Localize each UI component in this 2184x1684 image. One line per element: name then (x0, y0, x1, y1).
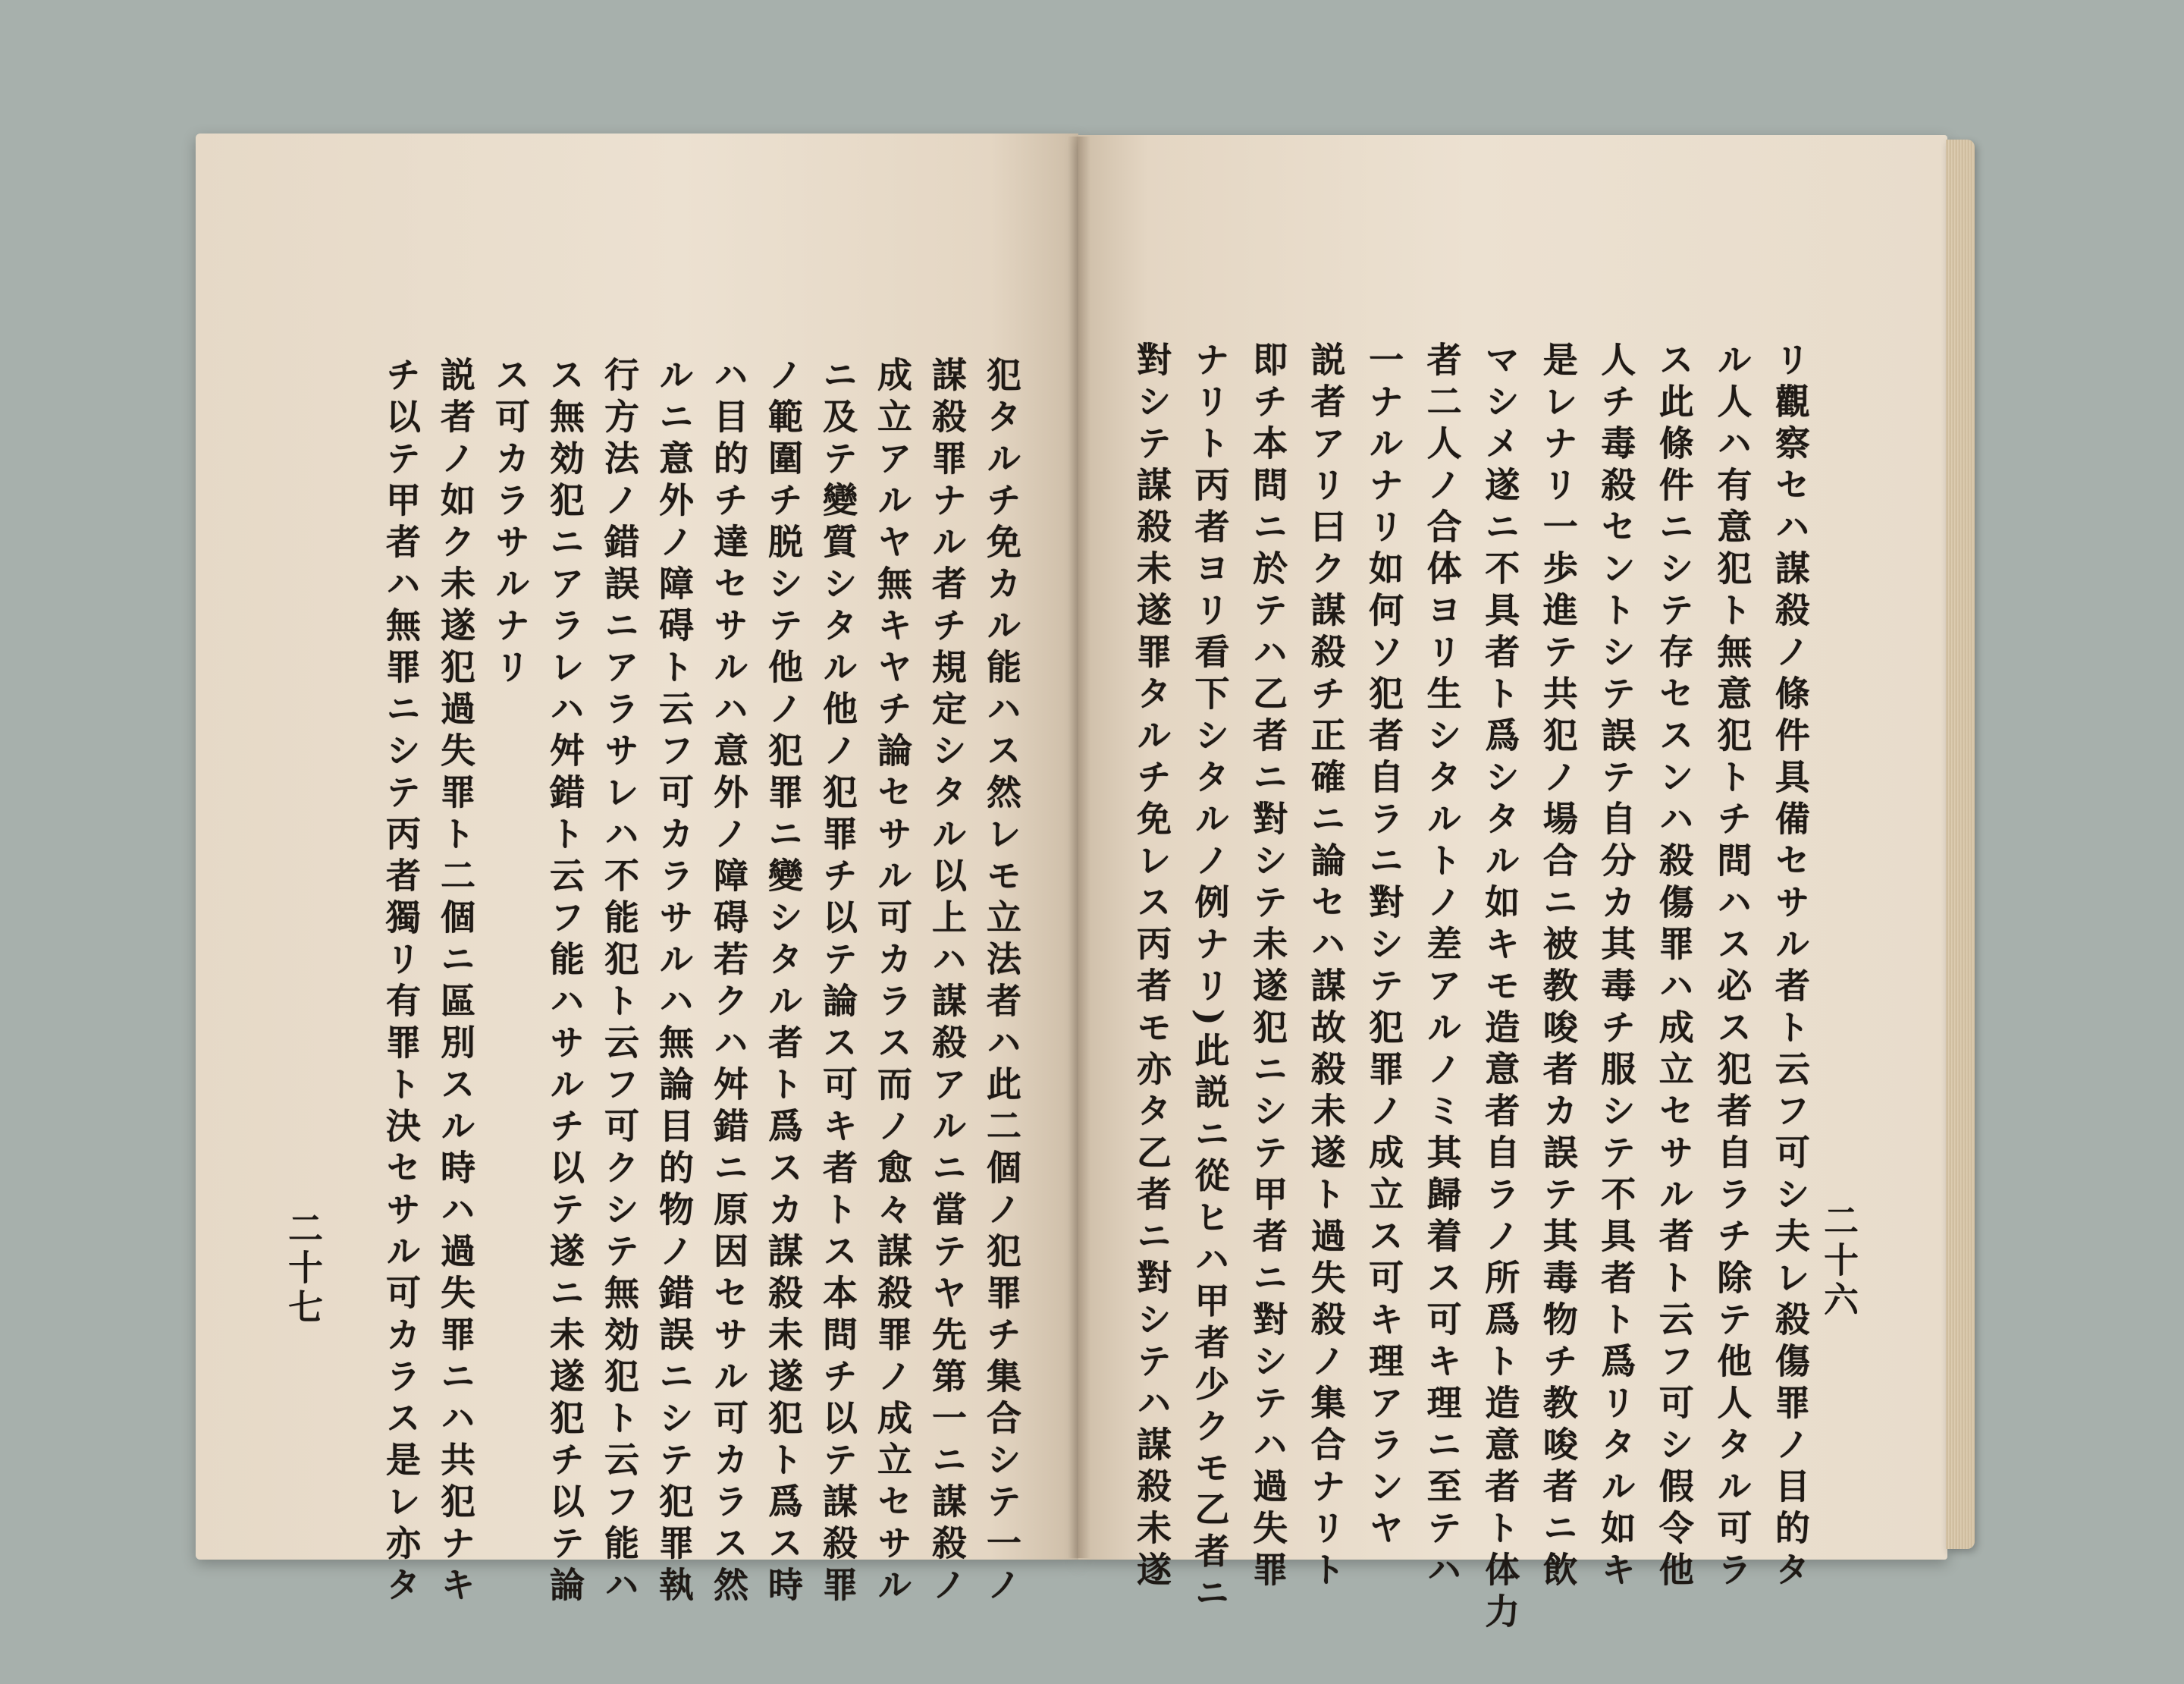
text-column: ノ範圍チ脱シテ他ノ犯罪ニ變シタル者ト爲スカ謀殺未遂犯ト爲ス時 (763, 357, 804, 1608)
text-column: ナリト丙者ヨリ看下シタルノ例ナリ)此説ニ從ヒハ甲者少クモ乙者ニ (1189, 341, 1231, 1616)
text-column: ハ目的チ達セサルハ意外ノ障碍若クハ舛錯ニ原因セサル可カラス然 (708, 357, 749, 1608)
text-column: チ以テ甲者ハ無罪ニシテ丙者獨リ有罪ト決セサル可カラス是レ亦タ (381, 357, 422, 1608)
text-column: 是レナリ一歩進テ共犯ノ場合ニ被教唆者カ誤テ其毒物チ教唆者ニ飲 (1537, 341, 1579, 1593)
page-number-right: 二十六 (1818, 1202, 1859, 1321)
text-column: マシメ遂ニ不具者ト爲シタル如キモ造意者自ラノ所爲ト造意者ト体力 (1480, 341, 1521, 1635)
text-column: ス此條件ニシテ存セスンハ殺傷罪ハ成立セサル者ト云フ可シ假令他 (1653, 341, 1695, 1593)
text-column: 犯タルチ免カル能ハス然レモ立法者ハ此二個ノ犯罪チ集合シテ一ノ (981, 357, 1022, 1608)
text-column: ス無効犯ニアラレハ舛錯ト云フ能ハサルチ以テ遂ニ未遂犯チ以テ論 (544, 357, 585, 1608)
text-column: ニ及テ變質シタル他ノ犯罪チ以テ論ス可キ者トス本問チ以テ謀殺罪 (817, 357, 858, 1608)
text-column: 人チ毒殺セントシテ誤テ自分カ其毒チ服シテ不具者ト爲リタル如キ (1596, 341, 1637, 1593)
text-column: ル人ハ有意犯ト無意犯トチ問ハス必ス犯者自ラチ除テ他人タル可ラ (1712, 341, 1753, 1593)
text-column: 一ナルナリ如何ソ犯者自ラニ對シテ犯罪ノ成立ス可キ理アランヤ (1363, 341, 1405, 1551)
text-column: 即チ本問ニ於テハ乙者ニ對シテ未遂犯ニシテ甲者ニ對シテハ過失罪 (1247, 341, 1289, 1593)
text-column: 説者ノ如ク未遂犯過失罪ト二個ニ區別スル時ハ過失罪ニハ共犯ナキ (435, 357, 476, 1608)
text-column: 説者アリ曰ク謀殺チ正確ニ論セハ謀故殺未遂ト過失殺ノ集合ナリト (1305, 341, 1347, 1593)
text-column: ス可カラサルナリ (490, 357, 531, 690)
text-column: 者二人ノ合体ヨリ生シタルトノ差アルノミ其歸着ス可キ理ニ至テハ (1421, 341, 1463, 1593)
text-column: ルニ意外ノ障碍ト云フ可カラサルハ無論目的物ノ錯誤ニシテ犯罪執 (654, 357, 695, 1608)
page-edges (1946, 140, 1975, 1549)
text-column: 對シテ謀殺未遂罪タルチ免レス丙者モ亦タ乙者ニ對シテハ謀殺未遂 (1131, 341, 1172, 1593)
left-page-text (379, 357, 1024, 1608)
text-column: 行方法ノ錯誤ニアラサレハ不能犯ト云フ可クシテ無効犯ト云フ能ハ (599, 357, 640, 1608)
page-number-left: 二十七 (283, 1210, 324, 1328)
text-column: リ觀察セハ謀殺ノ條件具備セサル者ト云フ可シ夫レ殺傷罪ノ目的タ (1769, 341, 1811, 1593)
text-column: 謀殺罪ナル者チ規定シタル以上ハ謀殺アルニ當テヤ先第一ニ謀殺ノ (927, 357, 968, 1608)
text-column: 成立アルヤ無キヤチ論セサル可カラス而ノ愈々謀殺罪ノ成立セサル (872, 357, 913, 1608)
right-page-text (1130, 341, 1812, 1635)
book-gutter (1068, 137, 1090, 1558)
